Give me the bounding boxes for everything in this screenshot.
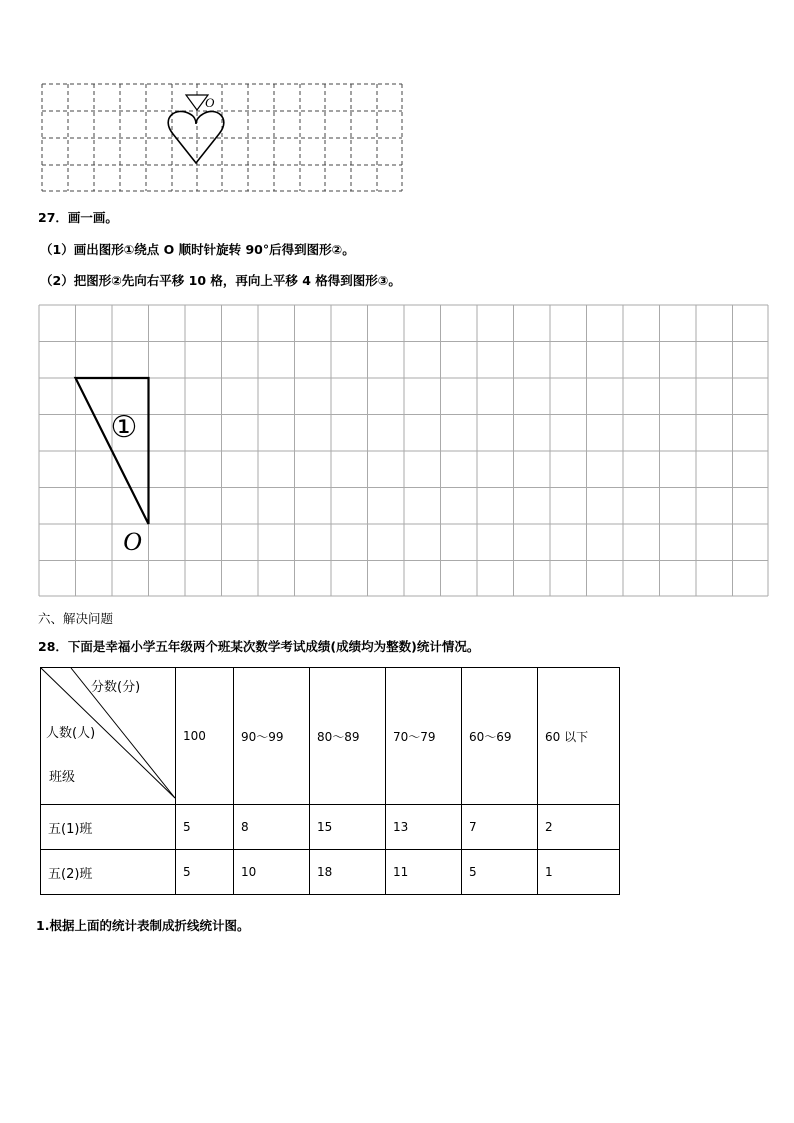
value-cell: 2 [538, 805, 620, 850]
value-cell: 10 [234, 850, 310, 895]
table-corner-cell [41, 668, 176, 805]
value-cell: 5 [176, 805, 234, 850]
point-o-label: O [123, 527, 142, 556]
header-cell: 60～69 [462, 668, 538, 805]
value-cell: 1 [538, 850, 620, 895]
heart-shape [168, 111, 224, 163]
value-cell: 18 [310, 850, 386, 895]
point-o-label-top: O [205, 95, 215, 110]
q27-part1: （1）画出图形①绕点 O 顺时针旋转 90°后得到图形②。 [40, 242, 355, 257]
value-cell: 8 [234, 805, 310, 850]
header-cell: 100 [176, 668, 234, 805]
dashed-grid-figure [0, 0, 794, 200]
corner-count-label: 人数(人) [46, 726, 96, 741]
score-stats-table [40, 667, 620, 895]
header-cell: 90～99 [234, 668, 310, 805]
value-cell: 15 [310, 805, 386, 850]
q27-part2: （2）把图形②先向右平移 10 格，再向上平移 4 格得到图形③。 [40, 273, 401, 288]
value-cell: 5 [176, 850, 234, 895]
corner-class-label: 班级 [49, 770, 76, 785]
value-cell: 5 [462, 850, 538, 895]
shape-1-label: ① [110, 410, 138, 445]
value-cell: 13 [386, 805, 462, 850]
dashed-grid-lines [42, 84, 402, 191]
table-row [41, 805, 620, 850]
table-header-row [41, 668, 620, 805]
corner-score-label: 分数(分) [91, 680, 141, 695]
header-cell: 80～89 [310, 668, 386, 805]
table-row [41, 850, 620, 895]
q27-title: 27．画一画。 [38, 210, 118, 225]
header-cell: 70～79 [386, 668, 462, 805]
class-name-cell: 五(2)班 [41, 850, 176, 895]
value-cell: 7 [462, 805, 538, 850]
header-cell: 60 以下 [538, 668, 620, 805]
q28-title: 28．下面是幸福小学五年级两个班某次数学考试成绩(成绩均为整数)统计情况。 [38, 639, 480, 654]
q28-sub1: 1.根据上面的统计表制成折线统计图。 [36, 918, 250, 933]
drawing-grid [0, 300, 794, 600]
class-name-cell: 五(1)班 [41, 805, 176, 850]
value-cell: 11 [386, 850, 462, 895]
section-6-heading: 六、解决问题 [38, 611, 114, 626]
